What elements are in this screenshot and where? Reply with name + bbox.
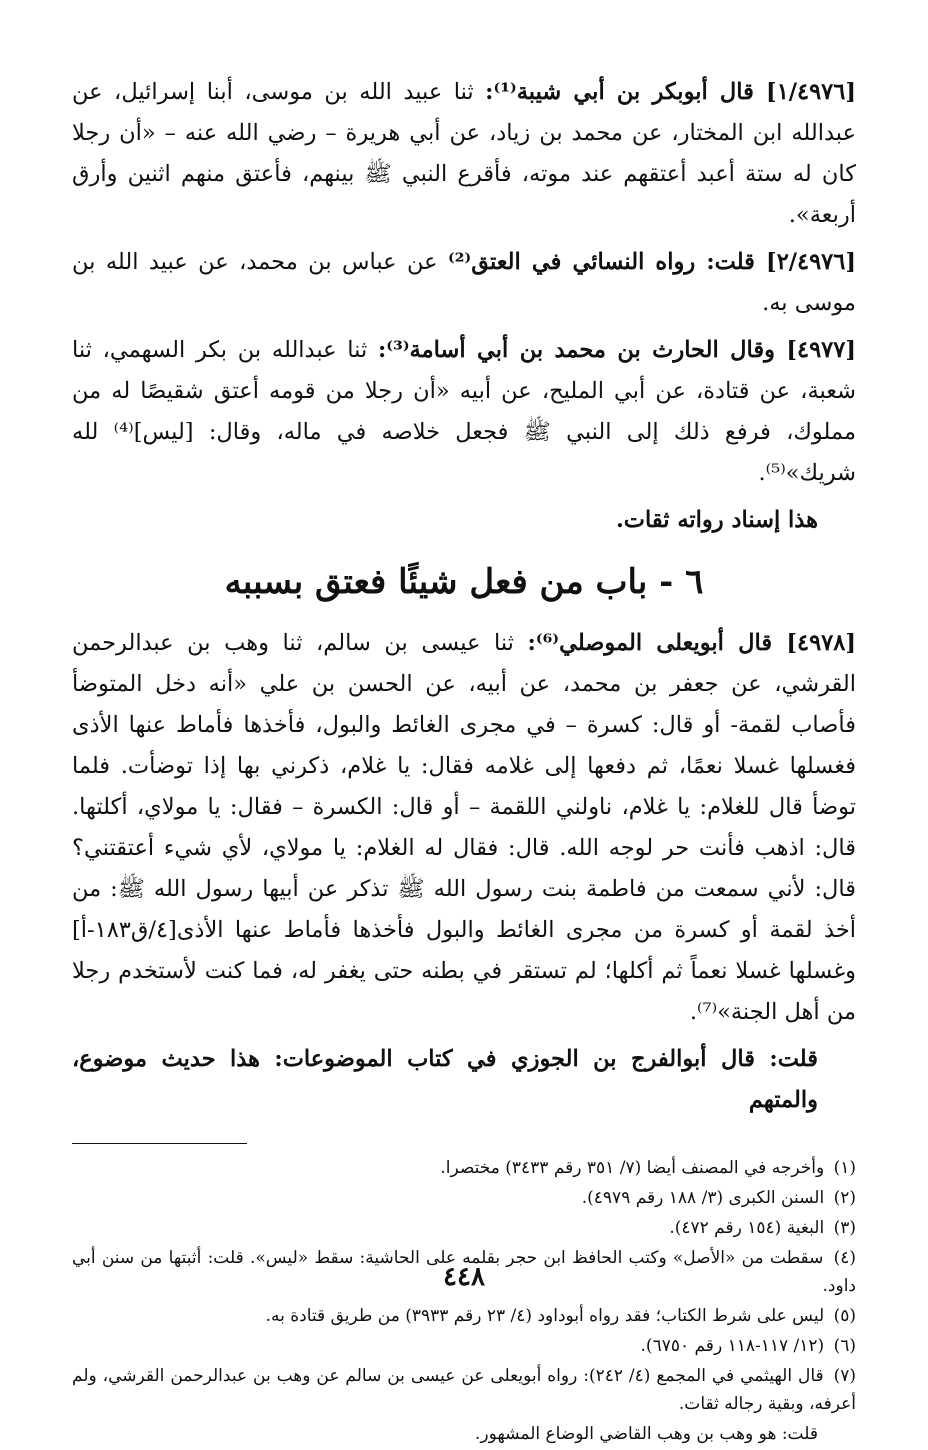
footnote-number: (٥) bbox=[833, 1306, 856, 1326]
hadith-4977-text: ثنا عبدالله بن بكر السهمي، ثنا شعبة، عن قتادة، عن أبي المليح، عن أبيه «أن رجلا من قومه أعتق شقيصًا له من مملوك، فرفع ذلك إلى النبي ﷺ فجعل خلاصه في ماله، وقال: [ليس]⁽⁴⁾ لله شريك»⁽⁵⁾. bbox=[72, 337, 857, 486]
isnad-note-text: هذا إسناد رواته ثقات. bbox=[615, 507, 818, 533]
footnotes bbox=[72, 1154, 856, 1448]
footnote-text: وأخرجه في المصنف أيضا (٧/ ٣٥١ رقم ٣٤٣٣) مختصرا. bbox=[440, 1158, 825, 1178]
qult-note bbox=[72, 1039, 856, 1121]
footnote-number: (٢) bbox=[833, 1188, 856, 1208]
page-body bbox=[72, 72, 856, 1450]
footnote-5 bbox=[72, 1302, 856, 1330]
hadith-4978-lead: [٤٩٧٨] قال أبويعلى الموصلي⁽⁶⁾: bbox=[527, 630, 856, 656]
footnote-text: سقطت من «الأصل» وكتب الحافظ ابن حجر بقلمه على الحاشية: سقط «ليس». قلت: أثبتها من سنن أبي داود. bbox=[72, 1248, 856, 1296]
footnote-text: (١٢/ ١١٧-١١٨ رقم ٦٧٥٠). bbox=[640, 1336, 825, 1356]
isnad-note bbox=[72, 500, 856, 541]
footnote-number: (٤) bbox=[833, 1248, 856, 1268]
hadith-4976-2 bbox=[72, 242, 856, 324]
hadith-4977 bbox=[72, 330, 856, 494]
hadith-4978 bbox=[72, 623, 856, 1033]
section-heading: ٦ - باب من فعل شيئًا فعتق بسببه bbox=[224, 562, 704, 602]
footnote-7 bbox=[72, 1362, 856, 1418]
footnote-number: (١) bbox=[833, 1158, 856, 1178]
footnote-6 bbox=[72, 1332, 856, 1360]
page-number: ٤٤٨ bbox=[443, 1262, 485, 1292]
footnote-text: السنن الكبرى (٣/ ١٨٨ رقم ٤٩٧٩). bbox=[581, 1188, 825, 1208]
footnote-number: (٣) bbox=[833, 1218, 856, 1238]
footnote-number: (٦) bbox=[833, 1336, 856, 1356]
hadith-4976-1 bbox=[72, 72, 856, 236]
footnote-text: البغية (١٥٤ رقم ٤٧٢). bbox=[669, 1218, 825, 1238]
qult-note-text: قلت: قال أبوالفرج بن الجوزي في كتاب الموضوعات: هذا حديث موضوع، والمتهم bbox=[72, 1046, 818, 1113]
hadith-4976-1-lead: [١/٤٩٧٦] قال أبوبكر بن أبي شيبة⁽¹⁾: bbox=[485, 79, 856, 105]
footnote-text: قال الهيثمي في المجمع (٤/ ٢٤٢): رواه أبويعلى عن عيسى بن سالم عن وهب بن عبدالرحمن القرشي، ولم أعرفه، وبقية رجاله ثقات. bbox=[72, 1366, 856, 1414]
footnote-1 bbox=[72, 1154, 856, 1182]
hadith-4976-2-text: عن عباس بن محمد، عن عبيد الله بن موسى به. bbox=[72, 249, 856, 316]
hadith-4976-1-text: ثنا عبيد الله بن موسى، أبنا إسرائيل، عن عبدالله ابن المختار، عن محمد بن زياد، عن أبي هريرة – رضي الله عنه – «أن رجلا كان له ستة أعبد أعتقهم عند موته، فأقرع النبي ﷺ بينهم، فأعتق منهم اثنين وأرق أربعة». bbox=[72, 79, 856, 228]
footnote-addendum: قلت: هو وهب بن وهب القاضي الوضاع المشهور. bbox=[474, 1424, 818, 1444]
footnote-text: ليس على شرط الكتاب؛ فقد رواه أبوداود (٤/ ٢٣ رقم ٣٩٣٣) من طريق قتادة به. bbox=[265, 1306, 825, 1326]
hadith-4977-lead: [٤٩٧٧] وقال الحارث بن محمد بن أبي أسامة⁽³⁾: bbox=[377, 337, 857, 363]
hadith-4976-2-lead: [٢/٤٩٧٦] قلت: رواه النسائي في العتق⁽²⁾ bbox=[447, 249, 856, 275]
footnote-number: (٧) bbox=[833, 1366, 857, 1386]
footnote-3 bbox=[72, 1214, 856, 1242]
hadith-4978-text: ثنا عيسى بن سالم، ثنا وهب بن عبدالرحمن القرشي، عن جعفر بن محمد، عن أبيه، عن الحسن بن علي «أنه دخل المتوضأ فأصاب لقمة- أو قال: كسرة – في مجرى الغائط والبول، فأخذها فأماط عنها الأذى فغسلها غسلا نعمًا، ثم دفعها إلى غلامه فقال: يا غلام، ذكرني بها إذا توضأت. فلما توضأ قال للغلام: يا غلام، ناولني اللقمة – أو قال: الكسرة – فقال: يا مولاي، أكلتها. قال: اذهب فأنت حر لوجه الله. قال: فقال له الغلام: يا مولاي، لأي شيء أعتقتني؟ قال: لأني سمعت من فاطمة بنت رسول الله ﷺ تذكر عن أبيها رسول الله ﷺ: من أخذ لقمة أو كسرة من مجرى الغائط والبول فأخذها فأماط عنها الأذى[٤/ق١٨٣-أ] وغسلها غسلا نعماً ثم أكلها؛ لم تستقر في بطنه حتى يغفر له، فما كنت لأستخدم رجلا من أهل الجنة»⁽⁷⁾. bbox=[72, 630, 856, 1025]
footnote-divider bbox=[72, 1143, 247, 1144]
footnote-2 bbox=[72, 1184, 856, 1212]
